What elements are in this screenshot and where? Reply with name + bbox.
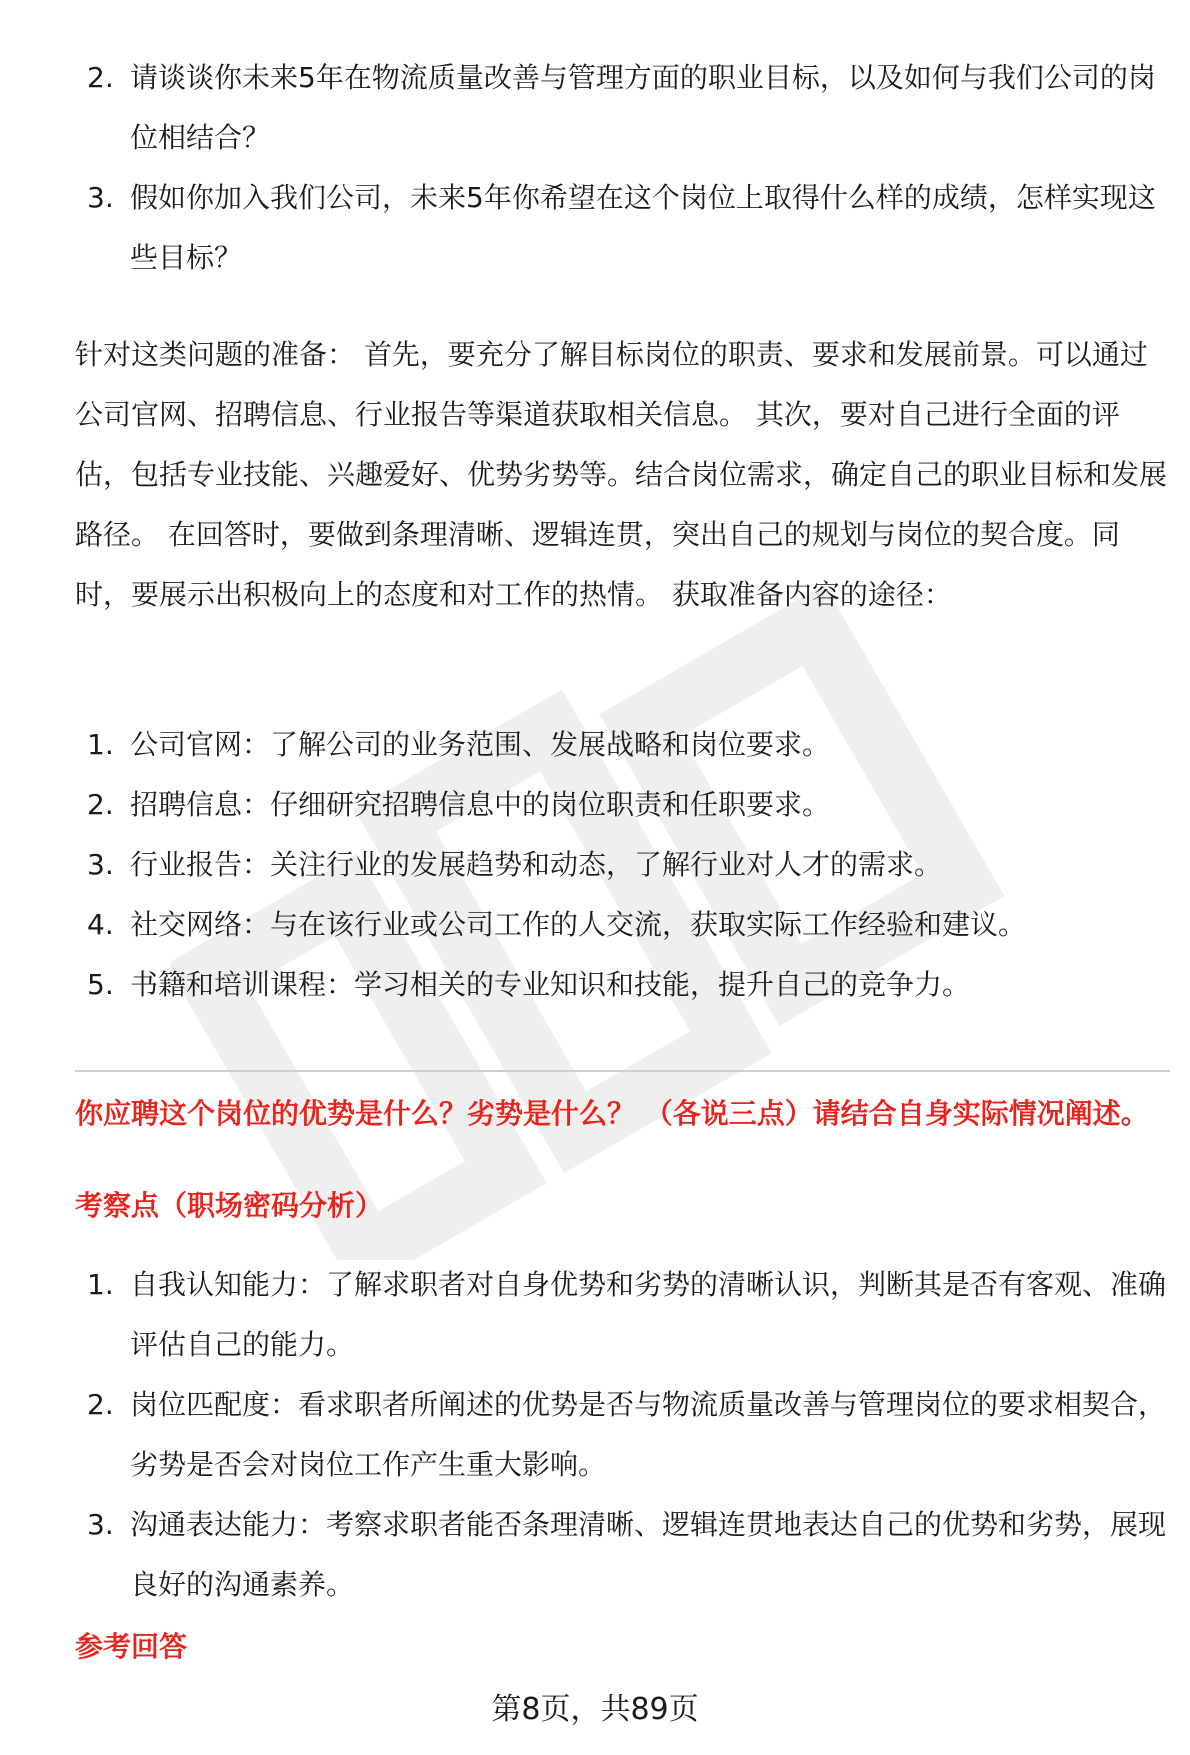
list-item: [75, 48, 1175, 168]
list-item: [75, 835, 1175, 895]
list-text: 自我认知能力：了解求职者对自身优势和劣势的清晰认识，判断其是否有客观、准确评估自己的能力。: [130, 1268, 1167, 1361]
list-item: [75, 715, 1175, 775]
list-text: 行业报告：关注行业的发展趋势和动态，了解行业对人才的需求。: [130, 848, 943, 881]
list-number: 4.: [87, 908, 114, 941]
list-number: 3.: [87, 1508, 114, 1541]
inspection-heading: 考察点（职场密码分析）: [75, 1189, 384, 1222]
list-number: 3.: [87, 181, 114, 214]
list-item: [75, 775, 1175, 835]
list-text: 假如你加入我们公司，未来5年你希望在这个岗位上取得什么样的成绩，怎样实现这些目标？: [130, 181, 1156, 274]
list-item: [75, 1495, 1175, 1615]
page-number-footer: 第8页，共89页: [491, 1692, 699, 1727]
list-text: 招聘信息：仔细研究招聘信息中的岗位职责和任职要求。: [130, 788, 831, 821]
list-item: [75, 168, 1175, 288]
list-number: 3.: [87, 848, 114, 881]
list-item: [75, 895, 1175, 955]
top-question-list: [75, 48, 1175, 288]
question-heading: 你应聘这个岗位的优势是什么？劣势是什么？ （各说三点）请结合自身实际情况阐述。: [75, 1097, 1149, 1130]
list-number: 2.: [87, 788, 114, 821]
inspection-point-list: [75, 1255, 1175, 1615]
list-text: 岗位匹配度：看求职者所阐述的优势是否与物流质量改善与管理岗位的要求相契合，劣势是否会对岗位工作产生重大影响。: [130, 1388, 1167, 1481]
list-text: 公司官网：了解公司的业务范围、发展战略和岗位要求。: [130, 728, 831, 761]
preparation-paragraph: 针对这类问题的准备： 首先，要充分了解目标岗位的职责、要求和发展前景。可以通过公司官网、招聘信息、行业报告等渠道获取相关信息。 其次，要对自己进行全面的评估，包括专业技能、兴趣爱好、优势劣势等。结合岗位需求，确定自己的职业目标和发展路径。 在回答时，要做到条理清晰、逻辑连贯，突出自己的规划与岗位的契合度。同时，要展示出积极向上的态度和对工作的热情。 获取准备内容的途径：: [75, 338, 1168, 611]
list-number: 1.: [87, 1268, 114, 1301]
list-text: 沟通表达能力：考察求职者能否条理清晰、逻辑连贯地表达自己的优势和劣势，展现良好的沟通素养。: [130, 1508, 1167, 1601]
list-text: 社交网络：与在该行业或公司工作的人交流，获取实际工作经验和建议。: [130, 908, 1027, 941]
list-item: [75, 1255, 1175, 1375]
channel-list: [75, 715, 1175, 1015]
list-text: 请谈谈你未来5年在物流质量改善与管理方面的职业目标，以及如何与我们公司的岗位相结合？: [130, 61, 1156, 154]
list-item: [75, 1375, 1175, 1495]
list-number: 1.: [87, 728, 114, 761]
list-text: 书籍和培训课程：学习相关的专业知识和技能，提升自己的竞争力。: [130, 968, 971, 1001]
list-item: [75, 955, 1175, 1015]
list-number: 2.: [87, 1388, 114, 1421]
section-divider: [75, 1070, 1170, 1072]
list-number: 2.: [87, 61, 114, 94]
answer-heading: 参考回答: [75, 1630, 188, 1663]
list-number: 5.: [87, 968, 114, 1001]
